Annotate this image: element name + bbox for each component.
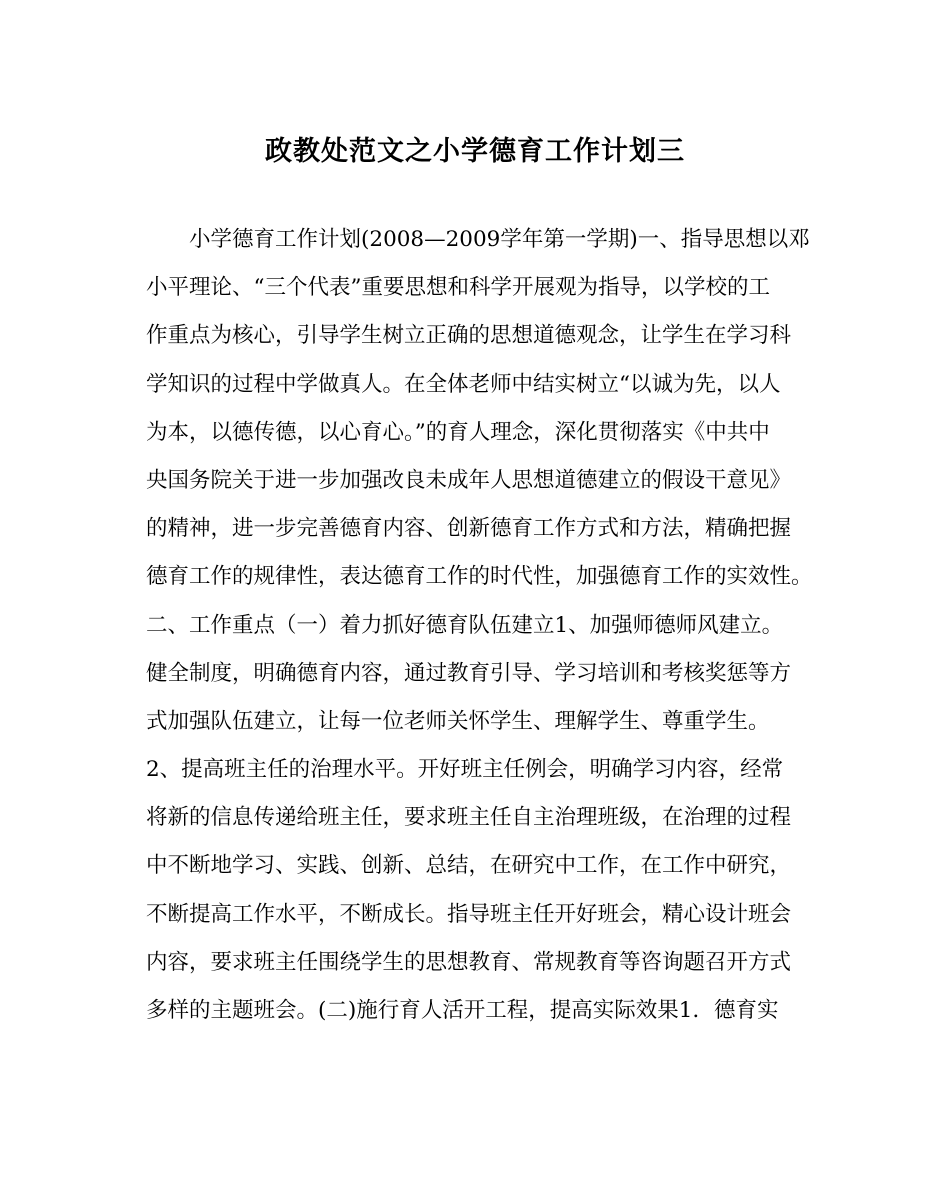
- body-line-3: 作重点为核心，引导学生树立正确的思想道德观念，让学生在学习科: [146, 323, 792, 349]
- body-line-2: 小平理论、“三个代表”重要思想和科学开展观为指导，以学校的工: [146, 275, 770, 301]
- document-body: [146, 218, 816, 1037]
- body-line-13: 将新的信息传递给班主任，要求班主任自主治理班级，在治理的过程: [146, 805, 792, 831]
- body-line-1: 小学德育工作计划(2008—2009学年第一学期)一、指导思想以邓: [189, 227, 810, 252]
- body-line-8: 德育工作的规律性，表达德育工作的时代性，加强德育工作的实效性。: [146, 564, 813, 590]
- body-line-7: 的精神，进一步完善德育内容、创新德育工作方式和方法，精确把握: [146, 516, 792, 542]
- body-line-14: 中不断地学习、实践、创新、总结，在研究中工作，在工作中研究，: [146, 853, 792, 879]
- body-line-11: 式加强队伍建立，让每一位老师关怀学生、理解学生、尊重学生。: [146, 708, 770, 734]
- body-line-17: 多样的主题班会。(二)施行育人活开工程，提高实际效果1．德育实: [146, 998, 779, 1023]
- body-line-5: 为本，以德传德，以心育心。”的育人理念，深化贯彻落实《中共中: [146, 419, 770, 445]
- body-line-12: 2、提高班主任的治理水平。开好班主任例会，明确学习内容，经常: [146, 757, 784, 783]
- body-line-15: 不断提高工作水平，不断成长。指导班主任开好班会，精心设计班会: [146, 901, 792, 927]
- body-line-9: 二、工作重点（一）着力抓好德育队伍建立1、加强师德师风建立。: [146, 612, 784, 638]
- body-line-6: 央国务院关于进一步加强改良未成年人思想道德建立的假设干意见》: [146, 467, 792, 493]
- body-line-16: 内容，要求班主任围绕学生的思想教育、常规教育等咨询题召开方式: [146, 949, 792, 975]
- document-title: 政教处范文之小学德育工作计划三: [265, 136, 685, 167]
- body-line-4: 学知识的过程中学做真人。在全体老师中结实树立“以诚为先，以人: [146, 371, 781, 397]
- body-line-10: 健全制度，明确德育内容，通过教育引导、学习培训和考核奖惩等方: [146, 660, 792, 686]
